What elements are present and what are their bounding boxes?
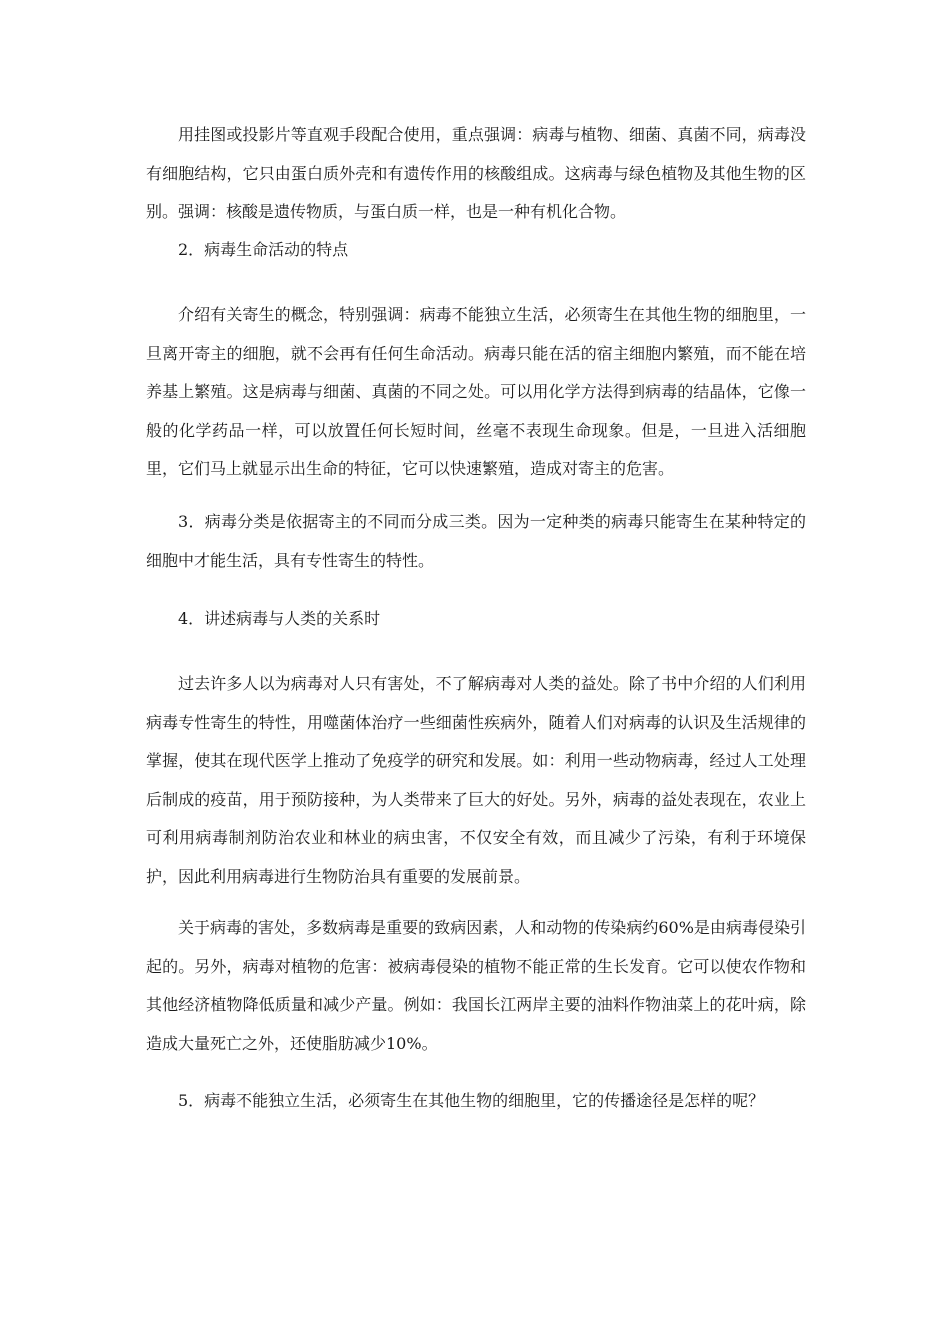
paragraph-virus-structure: 用挂图或投影片等直观手段配合使用，重点强调：病毒与植物、细菌、真菌不同，病毒没有细胞结构，它只由蛋白质外壳和有遗传作用的核酸组成。这病毒与绿色植物及其他生物的区别。强调：核酸是遗传物质，与蛋白质一样，也是一种有机化合物。 <box>146 125 806 221</box>
paragraph-virus-benefits: 过去许多人以为病毒对人只有害处，不了解病毒对人类的益处。除了书中介绍的人们利用病毒专性寄生的特性，用噬菌体治疗一些细菌性疾病外，随着人们对病毒的认识及生活规律的掌握，使其在现代医学上推动了免疫学的研究和发展。如：利用一些动物病毒，经过人工处理后制成的疫苗，用于预防接种，为人类带来了巨大的好处。另外，病毒的益处表现在，农业上可利用病毒制剂防治农业和林业的病虫害，不仅安全有效，而且减少了污染，有利于环境保护，因此利用病毒进行生物防治具有重要的发展前景。 <box>146 674 806 886</box>
heading-virus-transmission: 5．病毒不能独立生活，必须寄生在其他生物的细胞里，它的传播途径是怎样的呢？ <box>178 1091 765 1110</box>
heading-virus-life-activity: 2．病毒生命活动的特点 <box>178 240 349 259</box>
paragraph-parasitism: 介绍有关寄生的概念，特别强调：病毒不能独立生活，必须寄生在其他生物的细胞里，一旦离开寄主的细胞，就不会再有任何生命活动。病毒只能在活的宿主细胞内繁殖，而不能在培养基上繁殖。这是病毒与细菌、真菌的不同之处。可以用化学方法得到病毒的结晶体，它像一般的化学药品一样，可以放置任何长短时间，丝毫不表现生命现象。但是，一旦进入活细胞里，它们马上就显示出生命的特征，它可以快速繁殖，造成对寄主的危害。 <box>146 305 806 478</box>
paragraph-virus-classification: 3．病毒分类是依据寄主的不同而分成三类。因为一定种类的病毒只能寄生在某种特定的细胞中才能生活，具有专性寄生的特性。 <box>146 512 806 570</box>
paragraph-virus-harms: 关于病毒的害处，多数病毒是重要的致病因素，人和动物的传染病约60%是由病毒侵染引起的。另外，病毒对植物的危害：被病毒侵染的植物不能正常的生长发育。它可以使农作物和其他经济植物降低质量和减少产量。例如：我国长江两岸主要的油料作物油菜上的花叶病，除造成大量死亡之外，还使脂肪减少10%。 <box>146 918 806 1053</box>
heading-virus-and-humans: 4．讲述病毒与人类的关系时 <box>178 609 381 628</box>
